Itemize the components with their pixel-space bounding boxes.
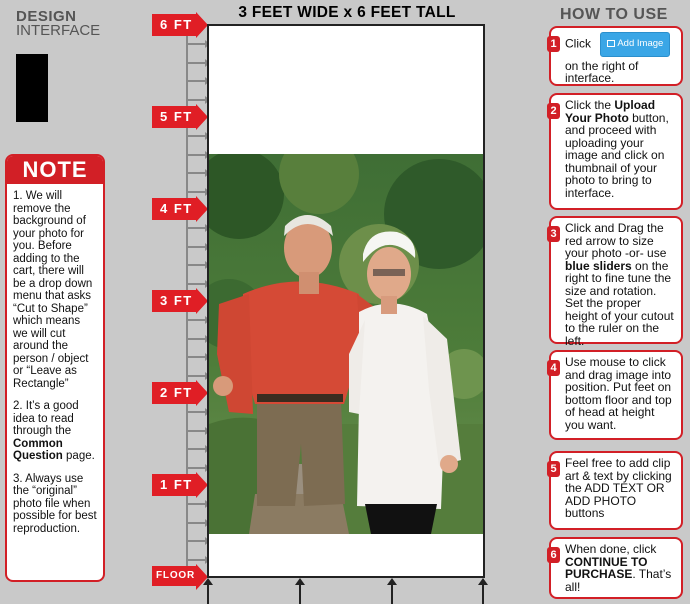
step-5-text: Feel free to add clip art & text by clicking the ADD TEXT OR ADD PHOTO buttons [565, 456, 672, 520]
ruler-tick [186, 375, 208, 377]
ruler-label-2ft: 2 FT [152, 382, 196, 404]
note-paragraph-1: 1. We will remove the background of your photo for you. Before adding to the cart, there will be a drop down menu that asks “Cut to Shape” which means we will cut around the person / object or “Leave as Rectangle” [13, 190, 93, 390]
step-5 [549, 451, 683, 530]
note-panel [5, 154, 105, 582]
image-icon [607, 40, 615, 47]
design-interface-title [16, 10, 100, 38]
step-number: 1 [547, 36, 560, 52]
upload-photo-ref: Upload Your Photo [565, 98, 656, 125]
ruler-tick [186, 448, 208, 450]
step-number: 4 [547, 360, 560, 376]
ruler-tick [186, 62, 208, 64]
ruler-tick [186, 503, 208, 505]
ruler-label-4ft: 4 FT [152, 198, 196, 220]
add-image-button[interactable]: Add Image [600, 32, 670, 57]
ruler-tick [186, 356, 208, 358]
design-title-line1: DESIGN [16, 8, 77, 25]
ruler-tick [186, 246, 208, 248]
design-canvas[interactable] [207, 24, 485, 578]
ruler-tick [186, 559, 208, 561]
ruler-tick [186, 319, 208, 321]
ruler-tick [186, 411, 208, 413]
ruler-tick [186, 264, 208, 266]
ruler-tick [186, 172, 208, 174]
step-number: 3 [547, 226, 560, 242]
floor-arrow-4 [482, 582, 484, 604]
step-2: 2 Click the Upload Your Photo button, and proceed with uploading your image and click on thumbnail of your photo to bring to interface. [549, 93, 683, 210]
note-paragraph-2: 2. It’s a good idea to read through the Common Question page. [13, 400, 95, 462]
step-4-text: Use mouse to click and drag image into position. Put feet on bottom floor and top of head at height you want. [565, 355, 672, 432]
step-6: 6 When done, click CONTINUE TO PURCHASE. That’s all! [549, 537, 683, 599]
step-3: 3 Click and Drag the red arrow to size your photo -or- use blue sliders on the right to fine tune the size and rotation. Set the proper height of your cutout to the ruler on the left. [549, 216, 683, 344]
uploaded-photo[interactable] [209, 154, 483, 534]
step-1 [549, 26, 683, 86]
design-title-line2: INTERFACE [16, 22, 101, 39]
step-1-text: Click [565, 36, 591, 51]
ruler-tick [186, 99, 208, 101]
ruler-tick [186, 43, 208, 45]
ruler-label-floor: FLOOR [152, 566, 196, 586]
ruler-tick [186, 191, 208, 193]
step-number: 5 [547, 461, 560, 477]
couple-photo [209, 154, 483, 534]
ruler-tick [186, 283, 208, 285]
ruler-label-3ft: 3 FT [152, 290, 196, 312]
ruler-tick [186, 80, 208, 82]
color-swatch [16, 54, 48, 122]
ruler-tick [186, 467, 208, 469]
floor-arrow-3 [391, 582, 393, 604]
ruler-label-1ft: 1 FT [152, 474, 196, 496]
step-number: 6 [547, 547, 560, 563]
ruler-tick [186, 227, 208, 229]
canvas-title: 3 FEET WIDE x 6 FEET TALL [238, 4, 456, 21]
note-paragraph-3: 3. Always use the “original” photo file when possible for best reproduction. [13, 472, 97, 535]
ruler-tick [186, 338, 208, 340]
ruler-tick [186, 540, 208, 542]
ruler-label-5ft: 5 FT [152, 106, 196, 128]
step-number: 2 [547, 103, 560, 119]
ruler-label-6ft: 6 FT [152, 14, 196, 36]
ruler-tick [186, 135, 208, 137]
how-to-use-title: HOW TO USE [560, 6, 668, 23]
note-title: NOTE [7, 156, 103, 184]
continue-purchase-ref: CONTINUE TO PURCHASE [565, 554, 648, 581]
ruler-tick [186, 430, 208, 432]
common-question-link[interactable]: Common Question [13, 437, 63, 462]
floor-arrow-2 [299, 582, 301, 604]
floor-arrow-1 [207, 582, 209, 604]
blue-sliders-ref: blue sliders [565, 258, 632, 273]
step-1-post: on the right of interface. [565, 58, 639, 85]
step-4 [549, 350, 683, 440]
ruler-tick [186, 154, 208, 156]
ruler-tick [186, 522, 208, 524]
